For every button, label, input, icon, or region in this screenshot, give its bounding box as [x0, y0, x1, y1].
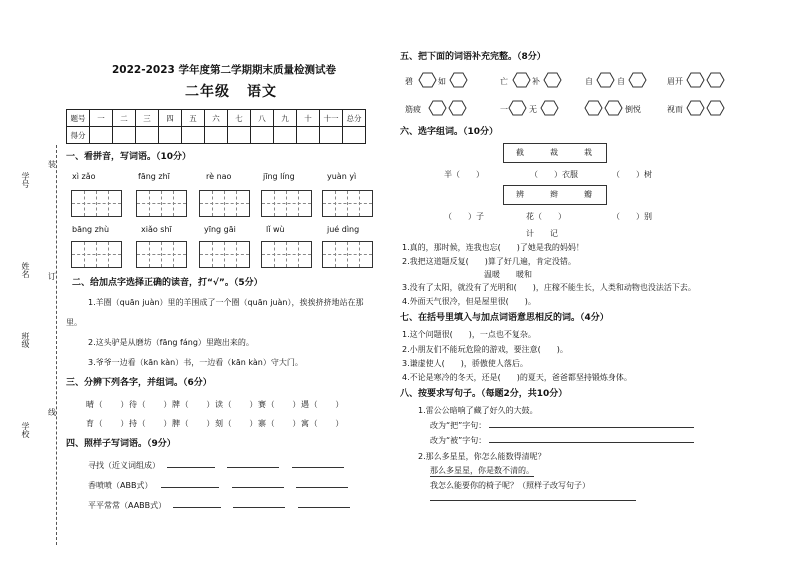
score-cell[interactable] [320, 127, 343, 144]
pinyin-label: jīng líng [263, 172, 295, 181]
pinyin-label: xì zǎo [72, 172, 96, 181]
answer-line[interactable] [489, 442, 694, 443]
score-header-cell: 十 [297, 110, 320, 127]
question-text: 1.真的，那时候，连我也忘( )了她是我的妈妈！ [402, 243, 584, 252]
blank-hexagon[interactable] [541, 101, 558, 115]
question-text: 2.那么多星星，你怎么能数得清呢？ [418, 452, 546, 461]
score-header-cell: 一 [90, 110, 113, 127]
section-2-heading: 二、给加点字选择正确的读音，打“√”。（5分） [72, 278, 263, 288]
char-group-box [503, 185, 607, 205]
word-blank[interactable]: （ ）子 [444, 212, 484, 221]
score-header-cell: 十一 [320, 110, 343, 127]
word-blank[interactable]: （ ）树 [612, 170, 652, 179]
score-cell[interactable] [343, 127, 366, 144]
score-header-cell: 五 [182, 110, 205, 127]
question-text: 我怎么能要你的椅子呢？（照样子改写句子） [430, 481, 590, 490]
pattern-label: 香喷喷（ABB式） [88, 481, 153, 490]
answer-line[interactable] [227, 467, 279, 468]
score-cell[interactable] [274, 127, 297, 144]
pattern-item [88, 461, 344, 471]
score-header-cell: 题号 [67, 110, 90, 127]
choice-char: 辫 [550, 190, 558, 199]
question-text: 1.这个问题很( )，一点也不复杂。 [402, 330, 536, 339]
section-5-heading: 五、把下面的词语补充完整。（8分） [400, 52, 546, 62]
idiom-char: 亡 [500, 77, 508, 86]
score-header-cell: 总分 [343, 110, 366, 127]
score-header-cell: 六 [205, 110, 228, 127]
idiom-char: 补 [532, 77, 540, 86]
blank-hexagon[interactable] [597, 73, 614, 87]
answer-line[interactable] [232, 487, 284, 488]
answer-line[interactable] [167, 467, 215, 468]
choice-char: 栽 [584, 148, 592, 157]
answer-line[interactable] [292, 467, 344, 468]
question-text: 3.爷爷一边看（kān kàn）书，一边看（kān kàn）守大门。 [88, 358, 303, 367]
score-cell[interactable] [182, 127, 205, 144]
pinyin-label: bāng zhù [72, 225, 110, 234]
subject-label: 语文 [247, 84, 277, 100]
char-compare-row: 晴（ ）待（ ）牌（ ）读（ ）赛（ ）遇（ ） [86, 400, 344, 409]
pattern-item [88, 481, 348, 491]
question-text: 里。 [66, 318, 82, 327]
pinyin-label: lǐ wù [266, 225, 285, 234]
margin-char-ding: 订 [48, 272, 56, 281]
rewrite-line [430, 436, 694, 446]
writing-grid[interactable] [322, 190, 373, 217]
score-cell[interactable] [113, 127, 136, 144]
blank-hexagon[interactable] [629, 73, 646, 87]
question-text: 4.不论是寒冷的冬天，还是( )的夏天，爸爸都坚持锻炼身体。 [402, 373, 632, 382]
pinyin-label: yuàn yì [327, 172, 357, 181]
writing-grid[interactable] [199, 241, 250, 268]
pattern-label: 寻找（近义词组成） [88, 461, 160, 470]
question-text: 2.这头驴是从磨坊（fāng fáng）里跑出来的。 [88, 338, 254, 347]
section-4-heading: 四、照样子写词语。（9分） [66, 439, 176, 449]
idiom-char: 无 [529, 105, 537, 114]
section-3-heading: 三、分辨下列各字，并组词。（6分） [66, 378, 212, 388]
margin-char-xian: 线 [48, 408, 56, 417]
answer-line[interactable] [161, 487, 219, 488]
blank-hexagon[interactable] [707, 73, 724, 87]
idiom-char: 自 [585, 77, 593, 86]
answer-line[interactable] [233, 507, 285, 508]
char-group-box [503, 143, 607, 163]
writing-grid[interactable] [322, 241, 373, 268]
choice-char: 瓣 [584, 190, 592, 199]
idiom-char: 眉开 [667, 77, 683, 86]
example-sentence: 那么多星星，你是数不清的。 [430, 466, 534, 475]
section-1-heading: 一、看拼音，写词语。（10分） [66, 152, 192, 162]
pinyin-label: rè nao [206, 172, 232, 181]
rewrite-line [430, 421, 694, 431]
pinyin-label: xiǎo shī [141, 225, 172, 234]
writing-grid[interactable] [136, 241, 187, 268]
idiom-char: 视而 [667, 105, 683, 114]
score-cell[interactable] [205, 127, 228, 144]
question-text: 1.雷公公暗响了藏了好久的大鼓。 [418, 406, 538, 415]
score-header-cell: 三 [136, 110, 159, 127]
score-cell[interactable] [136, 127, 159, 144]
margin-char-zhuang: 装 [48, 160, 56, 169]
answer-line[interactable] [296, 487, 348, 488]
blank-hexagon[interactable] [605, 101, 622, 115]
question-text: 3.谦虚使人( )，骄傲使人落后。 [402, 359, 528, 368]
blank-hexagon[interactable] [585, 101, 602, 115]
rewrite-label: 改为“把”字句： [430, 421, 487, 430]
idiom-completion-area [405, 68, 735, 128]
score-cell[interactable] [90, 127, 113, 144]
word-blank[interactable]: （ ）别 [612, 212, 652, 221]
question-text: 2.我把这道题反复( )算了好几遍，肯定没错。 [402, 257, 576, 266]
rewrite-label: 改为“被”字句： [430, 436, 487, 445]
pinyin-label: fāng zhī [138, 172, 170, 181]
writing-grid[interactable] [199, 190, 250, 217]
answer-line[interactable] [430, 494, 636, 501]
choice-char: 裁 [550, 148, 558, 157]
char-compare-row: 育（ ）持（ ）脾（ ）刻（ ）寨（ ）寓（ ） [86, 419, 344, 428]
blank-hexagon[interactable] [429, 101, 446, 115]
section-8-heading: 八、按要求写句子。（每题2分，共10分） [400, 389, 568, 399]
idiom-char: 碧 [405, 77, 413, 86]
section-7-heading: 七、在括号里填入与加点词语意思相反的词。（4分） [400, 313, 609, 323]
writing-grid[interactable] [261, 241, 312, 268]
idiom-char: 筋疲 [405, 105, 421, 114]
idiom-char: 自 [617, 77, 625, 86]
idiom-char: 一 [500, 105, 508, 114]
score-table [66, 109, 366, 144]
question-text: 3.没有了太阳，就没有了光明和( )，庄稼不能生长，人类和动物也没法活下去。 [402, 283, 696, 292]
blank-hexagon[interactable] [509, 101, 526, 115]
word-pair: 温暖 暖和 [484, 270, 532, 279]
binding-line [56, 145, 57, 545]
blank-hexagon[interactable] [687, 101, 704, 115]
margin-school-label: 学校 [21, 422, 30, 438]
question-text: 4.外面天气很冷，但是屋里很( )。 [402, 297, 536, 306]
writing-grid[interactable] [71, 241, 122, 268]
exam-title: 2022-2023 学年度第二学期期末质量检测试卷 [112, 64, 336, 76]
blank-hexagon[interactable] [544, 73, 561, 87]
score-cell[interactable] [297, 127, 320, 144]
writing-grid[interactable] [71, 190, 122, 217]
question-text: 2.小朋友们不能玩危险的游戏，要注意( )。 [402, 345, 568, 354]
idiom-char: 如 [438, 77, 446, 86]
word-pair: 计 记 [526, 229, 558, 238]
section-6-heading: 六、选字组词。（10分） [400, 127, 499, 137]
blank-hexagon[interactable] [450, 73, 467, 87]
word-blank[interactable]: （ ）衣服 [530, 170, 578, 179]
margin-student-number-label: 学号 [21, 172, 30, 188]
answer-line[interactable] [173, 507, 221, 508]
blank-hexagon[interactable] [687, 73, 704, 87]
answer-line[interactable] [298, 507, 350, 508]
word-blank[interactable]: 花（ ） [526, 212, 566, 221]
blank-hexagon[interactable] [449, 101, 466, 115]
pattern-label: 平平常常（AABB式） [88, 501, 167, 510]
score-header-cell: 四 [159, 110, 182, 127]
pinyin-label: yīng gāi [204, 225, 236, 234]
blank-hexagon[interactable] [513, 73, 530, 87]
idiom-char: 倒悦 [625, 105, 641, 114]
question-text: 1.羊圈（quān juàn）里的羊围成了一个圈（quān juàn），挨挨挤挤地站在那 [88, 298, 364, 307]
score-header-cell: 七 [228, 110, 251, 127]
margin-class-label: 班级 [21, 332, 30, 348]
score-cell[interactable] [228, 127, 251, 144]
margin-name-label: 姓名 [21, 262, 30, 278]
writing-grid[interactable] [136, 190, 187, 217]
score-header-cell: 八 [251, 110, 274, 127]
writing-grid[interactable] [261, 190, 312, 217]
blank-hexagon[interactable] [707, 101, 724, 115]
word-blank[interactable]: 半（ ） [444, 170, 484, 179]
choice-char: 辨 [516, 190, 524, 199]
pinyin-label: jué dìng [327, 225, 360, 234]
score-cell[interactable] [159, 127, 182, 144]
grade-label: 二年级 [185, 84, 230, 100]
score-header-cell: 九 [274, 110, 297, 127]
choice-char: 截 [516, 148, 524, 157]
score-header-cell: 二 [113, 110, 136, 127]
answer-line[interactable] [489, 427, 694, 428]
score-cell[interactable] [251, 127, 274, 144]
pattern-item [88, 501, 350, 511]
score-row-label: 得分 [67, 127, 90, 144]
blank-hexagon[interactable] [419, 73, 436, 87]
